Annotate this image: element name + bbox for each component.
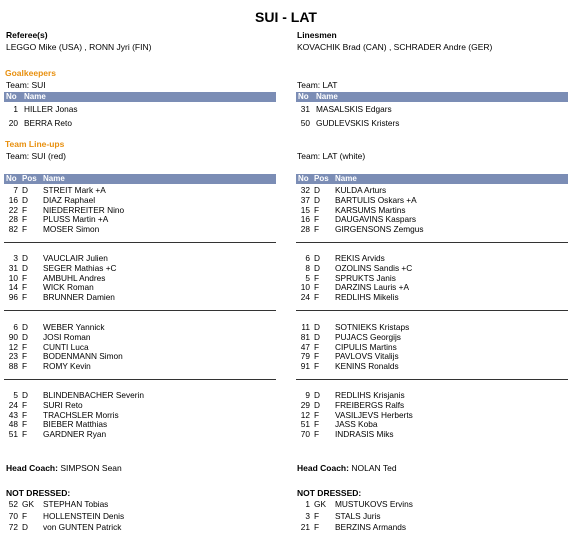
player-position: F [314, 282, 320, 293]
player-name: GARDNER Ryan [43, 429, 107, 440]
player-name: SEGER Mathias +C [43, 262, 117, 273]
player-number: 12 [300, 409, 310, 420]
player-number: 24 [300, 292, 310, 303]
player-name: KENINS Ronalds [335, 361, 399, 372]
player-number: 79 [300, 351, 310, 362]
player-position: F [22, 204, 28, 215]
player-name: ROMY Kevin [43, 361, 91, 372]
player-position: D [22, 390, 28, 400]
player-name: MASALSKIS Edgars [316, 104, 392, 114]
header-pos: Pos [314, 174, 329, 183]
header-name: Name [316, 92, 338, 101]
player-name: GIRGENSONS Zemgus [335, 224, 424, 235]
player-number: 29 [300, 399, 310, 410]
player-name: CIPULIS Martins [335, 341, 397, 352]
player-position: F [314, 351, 320, 362]
player-number: 43 [8, 409, 18, 420]
player-number: 6 [13, 322, 18, 332]
player-position: D [314, 253, 320, 263]
line-separator [4, 242, 276, 243]
header-no: No [298, 92, 309, 101]
line-separator [296, 379, 568, 380]
player-name: JOSI Roman [43, 331, 91, 342]
player-number: 22 [8, 204, 18, 215]
lineups-section-title: Team Line-ups [5, 139, 65, 149]
player-number: 23 [8, 351, 18, 362]
player-position: D [314, 322, 320, 332]
player-name: MOSER Simon [43, 224, 100, 235]
player-number: 8 [305, 262, 310, 273]
player-number: 3 [305, 510, 310, 521]
player-position: D [22, 253, 28, 263]
player-name: BLINDENBACHER Severin [43, 390, 144, 400]
header-no: No [298, 174, 309, 183]
player-name: VASILJEVS Herberts [335, 409, 413, 420]
referees-value: LEGGO Mike (USA) , RONN Jyri (FIN) [6, 42, 152, 52]
player-name: BERZINS Armands [335, 522, 407, 532]
player-position: F [22, 351, 28, 362]
player-name: DIAZ Raphael [43, 194, 96, 205]
player-name: NIEDERREITER Nino [43, 204, 125, 215]
player-number: 88 [8, 361, 18, 372]
player-position: F [22, 272, 28, 283]
player-number: 1 [305, 499, 310, 509]
player-position: F [22, 510, 28, 521]
player-position: F [314, 204, 320, 215]
player-number: 32 [300, 185, 310, 195]
player-name: BIEBER Matthias [43, 419, 108, 430]
player-name: SPRUKTS Janis [335, 272, 396, 283]
header-pos: Pos [22, 174, 37, 183]
player-position: D [22, 522, 28, 532]
player-name: PAVLOVS Vitalijs [335, 351, 399, 362]
player-number: 31 [300, 104, 310, 114]
header-name: Name [335, 174, 357, 183]
player-name: TRACHSLER Morris [43, 409, 119, 420]
player-number: 96 [8, 292, 18, 303]
player-number: 37 [300, 194, 310, 205]
lineups-left-header [4, 174, 276, 184]
player-number: 5 [13, 390, 18, 400]
player-number: 51 [300, 419, 310, 430]
player-name: von GUNTEN Patrick [43, 522, 122, 532]
header-name: Name [43, 174, 65, 183]
player-name: STREIT Mark +A [43, 185, 106, 195]
player-position: F [314, 341, 320, 352]
player-position: F [314, 409, 320, 420]
player-number: 10 [300, 282, 310, 293]
header-no: No [6, 174, 17, 183]
player-position: F [314, 214, 320, 225]
player-position: F [22, 341, 28, 352]
player-name: REDLIHS Mikelis [335, 292, 399, 303]
player-number: 21 [300, 522, 310, 532]
player-number: 31 [8, 262, 18, 273]
player-name: FREIBERGS Ralfs [335, 399, 405, 410]
player-number: 72 [8, 522, 18, 532]
player-name: KULDA Arturs [335, 185, 387, 195]
player-name: REKIS Arvids [335, 253, 385, 263]
player-number: 7 [13, 185, 18, 195]
player-position: F [22, 214, 28, 225]
player-number: 9 [305, 390, 310, 400]
player-name: PUJACS Georgijs [335, 331, 401, 342]
player-name: JASS Koba [335, 419, 378, 430]
player-position: D [314, 194, 320, 205]
goalkeepers-right-header [296, 92, 568, 102]
line-separator [4, 379, 276, 380]
player-position: F [314, 361, 320, 372]
player-position: F [314, 522, 320, 532]
player-position: F [22, 282, 28, 293]
player-number: 47 [300, 341, 310, 352]
player-number: 20 [8, 118, 18, 128]
player-name: STALS Juris [335, 510, 381, 521]
goalkeepers-left-header [4, 92, 276, 102]
player-name: HOLLENSTEIN Denis [43, 510, 125, 521]
player-number: 11 [301, 322, 310, 332]
player-number: 12 [8, 341, 18, 352]
player-number: 24 [8, 399, 18, 410]
player-position: D [22, 194, 28, 205]
player-number: 91 [300, 361, 310, 372]
player-number: 50 [300, 118, 310, 128]
player-number: 51 [8, 429, 18, 440]
player-position: D [314, 185, 320, 195]
player-number: 3 [13, 253, 18, 263]
player-position: F [22, 399, 28, 410]
player-number: 10 [8, 272, 18, 283]
player-number: 6 [305, 253, 310, 263]
header-name: Name [24, 92, 46, 101]
head-coach-label: Head Coach: [297, 463, 349, 473]
player-position: D [22, 322, 28, 332]
player-number: 81 [300, 331, 310, 342]
header-no: No [6, 92, 17, 101]
player-position: GK [22, 499, 34, 509]
player-name: BRUNNER Damien [43, 292, 115, 303]
player-name: INDRASIS Miks [335, 429, 394, 440]
player-number: 82 [8, 224, 18, 235]
player-number: 28 [300, 224, 310, 235]
player-name: HILLER Jonas [24, 104, 78, 114]
player-position: F [22, 292, 28, 303]
player-position: D [22, 331, 28, 342]
player-number: 15 [300, 204, 310, 215]
player-number: 70 [300, 429, 310, 440]
player-name: DAUGAVINS Kaspars [335, 214, 416, 225]
player-position: D [314, 262, 320, 273]
player-position: F [314, 224, 320, 235]
player-position: GK [314, 499, 326, 509]
player-position: F [314, 510, 320, 521]
player-number: 52 [8, 499, 18, 509]
player-number: 28 [8, 214, 18, 225]
player-name: MUSTUKOVS Ervins [335, 499, 413, 509]
goalkeepers-right-team: Team: LAT [297, 80, 338, 90]
head-coach-name: SIMPSON Sean [60, 463, 122, 473]
linesmen-label: Linesmen [297, 30, 337, 40]
player-number: 16 [8, 194, 18, 205]
player-name: BERRA Reto [24, 118, 72, 128]
player-number: 90 [8, 331, 18, 342]
player-number: 5 [305, 272, 310, 283]
player-position: F [314, 272, 320, 283]
player-position: F [22, 224, 28, 235]
player-name: CUNTI Luca [43, 341, 89, 352]
player-position: F [22, 409, 28, 420]
player-name: REDLIHS Krisjanis [335, 390, 405, 400]
head-coach-right [297, 463, 397, 473]
line-separator [296, 242, 568, 243]
player-position: F [314, 419, 320, 430]
not-dressed-right-label: NOT DRESSED: [297, 488, 362, 498]
player-number: 16 [300, 214, 310, 225]
referees-label: Referee(s) [6, 30, 48, 40]
player-name: OZOLINS Sandis +C [335, 262, 413, 273]
head-coach-name: NOLAN Ted [351, 463, 397, 473]
goalkeepers-section-title: Goalkeepers [5, 68, 57, 78]
player-number: 14 [8, 282, 18, 293]
player-name: WEBER Yannick [43, 322, 105, 332]
player-name: GUDLEVSKIS Kristers [316, 118, 400, 128]
player-name: AMBUHL Andres [43, 272, 106, 283]
player-name: SURI Reto [43, 399, 83, 410]
player-name: BODENMANN Simon [43, 351, 123, 362]
player-name: SOTNIEKS Kristaps [335, 322, 410, 332]
player-position: F [314, 429, 320, 440]
player-position: D [314, 399, 320, 410]
player-number: 1 [13, 104, 18, 114]
line-separator [296, 310, 568, 311]
player-position: D [314, 390, 320, 400]
player-name: BARTULIS Oskars +A [335, 194, 417, 205]
head-coach-label: Head Coach: [6, 463, 58, 473]
line-separator [4, 310, 276, 311]
player-position: F [22, 361, 28, 372]
player-name: STEPHAN Tobias [43, 499, 109, 509]
player-position: F [22, 429, 28, 440]
player-name: DARZINS Lauris +A [335, 282, 410, 293]
player-name: KARSUMS Martins [335, 204, 406, 215]
lineups-left-team: Team: SUI (red) [6, 151, 66, 161]
player-position: D [314, 331, 320, 342]
player-name: VAUCLAIR Julien [43, 253, 108, 263]
player-name: WICK Roman [43, 282, 94, 293]
lineups-right-team: Team: LAT (white) [297, 151, 366, 161]
player-position: F [22, 419, 28, 430]
page-title: SUI - LAT [255, 9, 317, 25]
linesmen-value: KOVACHIK Brad (CAN) , SCHRADER Andre (GER) [297, 42, 493, 52]
player-number: 48 [8, 419, 18, 430]
player-number: 70 [8, 510, 18, 521]
player-name: PLUSS Martin +A [43, 214, 109, 225]
goalkeepers-left-team: Team: SUI [6, 80, 46, 90]
player-position: D [22, 262, 28, 273]
head-coach-left [6, 463, 122, 473]
lineups-right-header [296, 174, 568, 184]
player-position: F [314, 292, 320, 303]
not-dressed-left-label: NOT DRESSED: [6, 488, 71, 498]
player-position: D [22, 185, 28, 195]
